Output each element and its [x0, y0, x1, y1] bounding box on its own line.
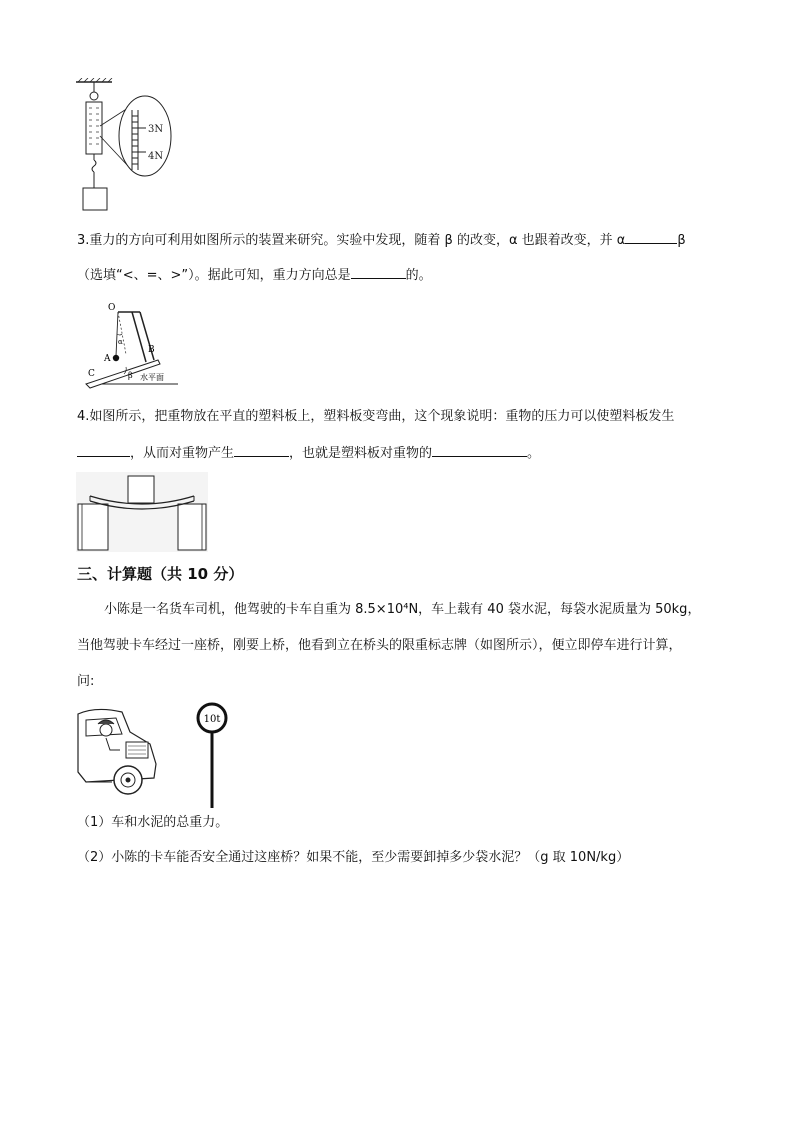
q3-text-1: 3.重力的方向可利用如图所示的装置来研究。实验中发现，随着 β 的改变，α 也跟着改变，并 α — [77, 233, 626, 248]
plastic-board-figure — [76, 472, 208, 552]
q3-blank-1[interactable] — [625, 231, 677, 244]
label-a: A — [104, 354, 111, 364]
spring-scale-tick-4n: 4N — [148, 151, 164, 162]
label-beta: β — [128, 371, 133, 380]
q4-blank-2[interactable] — [234, 444, 289, 457]
q4-line-2 — [77, 444, 540, 463]
sign-text: 10t — [203, 714, 221, 725]
label-b: B — [148, 345, 155, 355]
q3-text-4: 的。 — [405, 268, 432, 283]
q4-text-1: ，从而对重物产生 — [130, 446, 235, 461]
q3-line-2 — [77, 266, 432, 285]
q3-text-2: β — [677, 233, 686, 248]
section-3-paragraph-line-2: 当他驾驶卡车经过一座桥，刚要上桥，他看到立在桥头的限重标志牌（如图所示），便立即停车进行计算， — [77, 638, 682, 653]
label-ground: 水平面 — [140, 373, 164, 382]
q3-blank-2[interactable] — [351, 266, 406, 279]
q4-text-3: 。 — [527, 446, 541, 461]
gravity-direction-figure — [80, 298, 180, 390]
q4-line-1: 4.如图所示，把重物放在平直的塑料板上，塑料板变弯曲，这个现象说明：重物的压力可以使塑料板发生 — [77, 409, 675, 424]
section-3-paragraph-line-3: 问: — [77, 674, 95, 689]
section-3-paragraph-line-1: 小陈是一名货车司机，他驾驶的卡车自重为 8.5×10⁴N，车上载有 40 袋水泥，每袋水泥质量为 50kg， — [104, 602, 701, 617]
spring-scale-tick-3n: 3N — [148, 124, 164, 135]
label-c: C — [88, 369, 95, 379]
label-o: O — [108, 303, 116, 313]
q4-text-2: ，也就是塑料板对重物的 — [289, 446, 433, 461]
q3-line-1 — [77, 231, 686, 250]
truck-driver-figure — [76, 702, 162, 802]
sub-question-1: （1）车和水泥的总重力。 — [77, 815, 229, 830]
q4-blank-1[interactable] — [77, 444, 130, 457]
q3-text-3: （选填“<、=、>”）。据此可知，重力方向总是 — [77, 268, 351, 283]
weight-limit-sign — [190, 702, 240, 812]
q4-blank-3[interactable] — [432, 444, 527, 457]
section-3-title: 三、计算题（共 10 分） — [77, 565, 244, 583]
spring-scale-figure — [70, 78, 180, 218]
sub-question-2: （2）小陈的卡车能否安全通过这座桥？如果不能，至少需要卸掉多少袋水泥？（g 取 10N/kg） — [77, 850, 630, 865]
label-alpha: α — [118, 338, 123, 346]
